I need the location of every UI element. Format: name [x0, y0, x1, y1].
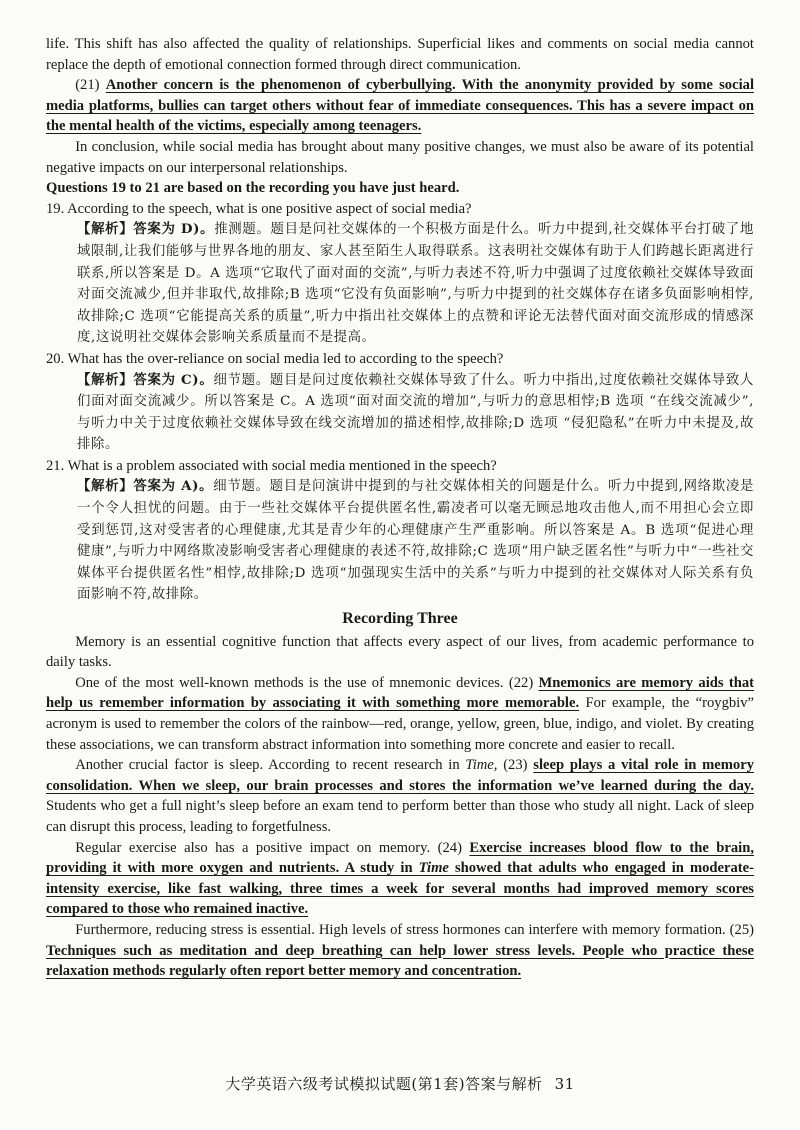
question-21: 21. What is a problem associated with social media mentioned in the speech?: [46, 457, 497, 474]
conclusion-paragraph: In conclusion, while social media has brought about many positive changes, we must also be aware of its potential negative impacts on our interpersonal relationships.: [46, 138, 754, 176]
question-20: 20. What has the over-reliance on social media led to according to the speech?: [46, 350, 504, 367]
analysis-tag-21: 【解析】答案为 A)。: [77, 478, 214, 495]
analysis-text-20: 细节题。题目是问过度依赖社交媒体导致了什么。听力中指出,过度依赖社交媒体导致人们面对面交流减少。所以答案是 C。A 选项“面对面交流的增加”,与听力的意思相悖;B 选项 “在线交流减少”,与听力中关于过度依赖社交媒体导致在线交流增加的描述相悖,故排除;D 选项 “侵犯隐私”在听力中未提及,故排除。: [77, 372, 754, 453]
recording3-paragraph-5: [46, 920, 754, 982]
underlined-answer-21: Another concern is the phenomenon of cyberbullying. With the anonymity provided by some social media platforms, bullies can target others without fear of immediate consequences. This has a severe impact on the mental health of the victims, especially among teenagers.: [46, 77, 754, 135]
underlined-italic-24: [419, 860, 449, 876]
intro-paragraph: life. This shift has also affected the quality of relationships. Superficial likes and comments on social media cannot replace the depth of emotional connection formed through direct communication.: [46, 36, 754, 73]
recording3-paragraph-1: Memory is an essential cognitive function that affects every aspect of our lives, from academic performance to daily tasks.: [46, 633, 754, 671]
underlined-answer-22: Mnemonics are memory aids that help us remember information by associating it with something more memorable.: [46, 674, 754, 712]
r3p3-pre: Another crucial factor is sleep. According to recent research in: [75, 757, 466, 774]
underlined-answer-23: sleep plays a vital role in memory consolidation. When we sleep, our brain processes and stores the information we’ve learned during the day.: [46, 757, 755, 794]
analysis-20: [46, 370, 754, 456]
underlined-answer-25: Techniques such as meditation and deep breathing can help lower stress levels. People who practice these relaxation methods regularly often report better memory and concentration.: [46, 942, 754, 980]
r3p3-mid: , (23): [493, 757, 534, 774]
question-19: 19. According to the speech, what is one positive aspect of social media?: [46, 200, 472, 217]
r3p2-post: For example, the “roygbiv” acronym is used to remember the colors of the rainbow—red, orange, yellow, green, blue, indigo, and violet. By creating these associations, we can transform abstract information into something more concrete and easier to recall.: [46, 695, 754, 753]
page-number: 31: [554, 1075, 575, 1093]
page-footer: [0, 1073, 800, 1094]
paragraph-21: [46, 75, 754, 137]
r3p3-post: Students who get a full night’s sleep before an exam tend to perform better than those who study all night. Lack of sleep can disrupt this process, leading to forgetfulness.: [46, 798, 754, 835]
underlined-answer-24b: showed that adults who engaged in moderate-intensity exercise, like fast walking, three times a week for several months had improved memory scores compared to those who remained inactive.: [46, 860, 754, 918]
r3p4-italic: Time: [418, 860, 449, 877]
r3p4-pre: Regular exercise also has a positive impact on memory. (24): [75, 839, 470, 856]
analysis-21: [46, 476, 754, 606]
analysis-tag-20: 【解析】答案为 C)。: [77, 371, 214, 388]
section-title: Recording Three: [342, 610, 458, 628]
analysis-text-21: 细节题。题目是问演讲中提到的与社交媒体相关的问题是什么。听力中提到,网络欺凌是一个令人担忧的问题。由于一些社交媒体平台提供匿名性,霸凌者可以毫无顾忌地攻击他人,而不用担心会立即受到惩罚,这对受害者的心理健康,尤其是青少年的心理健康产生严重影响。所以答案是 A。B 选项“促进心理健康”,与听力中网络欺凌影响受害者心理健康的表述不符,故排除;C 选项“用户缺乏匿名性”与听力中“一些社交媒体平台提供匿名性”相悖,故排除;D 选项“加强现实生活中的关系”与听力中提到的社交媒体对人际关系有负面影响不符,故排除。: [77, 479, 754, 603]
marker-21: (21): [75, 77, 106, 94]
r3p5-pre: Furthermore, reducing stress is essential. High levels of stress hormones can interfere with memory formation. (25): [75, 921, 754, 938]
analysis-19: [46, 219, 754, 349]
questions-header: Questions 19 to 21 are based on the recording you have just heard.: [46, 180, 460, 197]
recording3-paragraph-2: [46, 673, 754, 755]
recording3-paragraph-3: [46, 755, 754, 837]
recording3-paragraph-4: [46, 838, 754, 920]
analysis-tag-19: 【解析】答案为 D)。: [77, 221, 215, 238]
r3p3-italic: Time: [465, 757, 494, 774]
footer-title: 大学英语六级考试模拟试题(第1套)答案与解析: [225, 1075, 543, 1093]
analysis-text-19: 推测题。题目是问社交媒体的一个积极方面是什么。听力中提到,社交媒体平台打破了地域限制,让我们能够与世界各地的朋友、家人甚至陌生人取得联系。这表明社交媒体有助于人们跨越长距离进行联系,所以答案是 D。A 选项“它取代了面对面的交流”,与听力表述不符,听力中强调了过度依赖社交媒体导致面对面交流减少,但并非取代,故排除;B 选项“它没有负面影响”,与听力中提到的社交媒体存在诸多负面影响相悖,故排除;C 选项“它能提高关系的质量”,听力中指出社交媒体上的点赞和评论无法替代面对面交流形成的情感深度,这说明社交媒体会影响关系质量而不是提高。: [77, 222, 754, 346]
underlined-answer-24a: Exercise increases blood flow to the brain, providing it with more oxygen and nutrients. A study in: [46, 839, 754, 877]
page-content: [46, 34, 754, 982]
r3p2-pre: One of the most well-known methods is the use of mnemonic devices. (22): [75, 674, 539, 691]
